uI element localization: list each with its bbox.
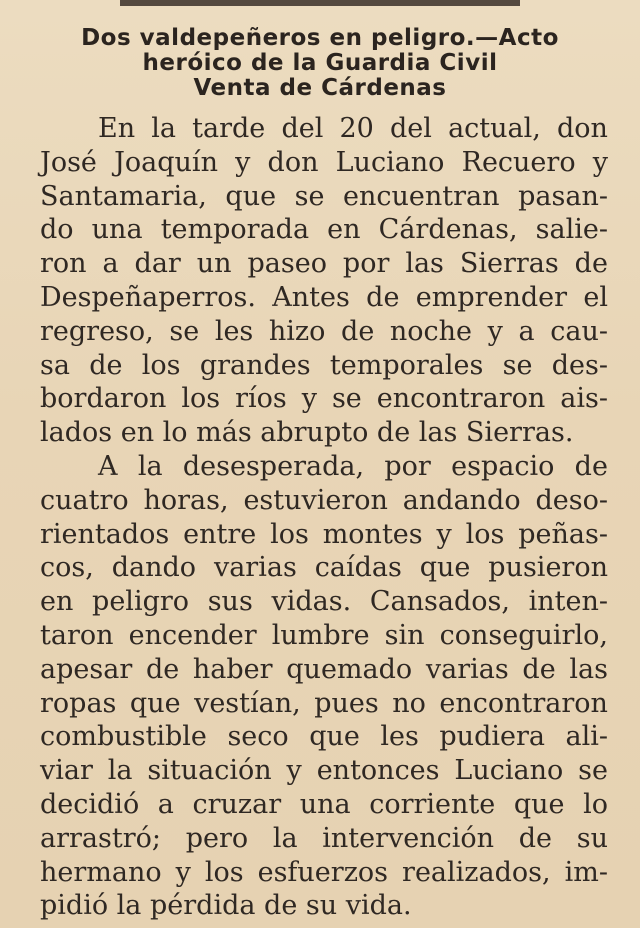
article-body xyxy=(40,112,608,923)
paragraph-2-line: hermano y los esfuerzos realizados, im- xyxy=(40,856,608,888)
paragraph-2-line: combustible seco que les pudiera ali- xyxy=(40,721,608,753)
headline-line-2: heróico de la Guardia Civil xyxy=(142,50,498,76)
paragraph-1-line: ron a dar un paseo por las Sierras de xyxy=(40,248,608,280)
paragraph-1-line: Despeñaperros. Antes de emprender el xyxy=(40,281,608,313)
paragraph-2-line: en peligro sus vidas. Cansados, inten- xyxy=(40,586,608,618)
paragraph-1-line: lados en lo más abrupto de las Sierras. xyxy=(40,417,574,449)
paragraph-2-line: arrastró; pero la intervención de su xyxy=(40,822,608,854)
headline-line-3: Venta de Cárdenas xyxy=(193,75,447,101)
paragraph-2-line: taron encender lumbre sin conseguirlo, xyxy=(40,619,608,651)
paragraph-1-line: do una temporada en Cárdenas, salie- xyxy=(40,214,608,246)
paragraph-2-line: rientados entre los montes y los peñas- xyxy=(40,518,608,550)
paragraph-2-line: pidió la pérdida de su vida. xyxy=(40,890,412,922)
headline-line-1: Dos valdepeñeros en peligro.—Acto xyxy=(81,25,559,51)
paragraph-2-line: apesar de haber quemado varias de las xyxy=(40,653,608,685)
paragraph-2-line: decidió a cruzar una corriente que lo xyxy=(40,788,608,820)
article-headline xyxy=(20,26,620,101)
paragraph-2-line: ropas que vestían, pues no encontraron xyxy=(40,687,608,719)
paragraph-1-line: En la tarde del 20 del actual, don xyxy=(98,113,608,144)
paragraph-2-line: A la desesperada, por espacio de xyxy=(98,450,608,482)
paragraph-1-line: regreso, se les hizo de noche y a cau- xyxy=(40,315,608,347)
paragraph-2-line: cuatro horas, estuvieron andando deso- xyxy=(40,484,608,516)
paragraph-1-line: sa de los grandes temporales se des- xyxy=(40,349,608,381)
top-rule-divider xyxy=(120,0,520,6)
paragraph-1-line: bordaron los ríos y se encontraron ais- xyxy=(40,383,608,415)
paragraph-2-line: cos, dando varias caídas que pusieron xyxy=(40,552,608,584)
paragraph-1-line: José Joaquín y don Luciano Recuero y xyxy=(40,146,608,178)
paragraph-2-line: viar la situación y entonces Luciano se xyxy=(40,755,608,787)
paragraph-1-line: Santamaria, que se encuentran pasan- xyxy=(40,180,608,212)
